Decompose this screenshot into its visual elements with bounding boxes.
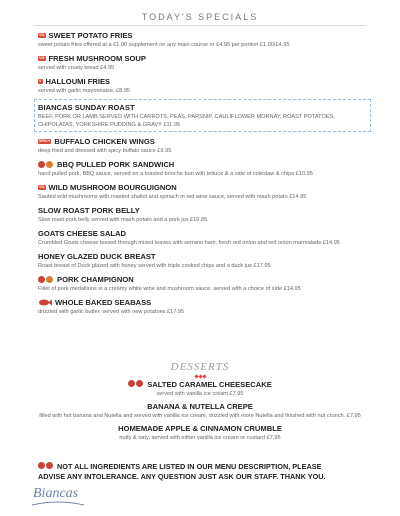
menu-item	[38, 297, 368, 316]
specials-list	[38, 30, 368, 320]
menu-item-description: Slow roast pork belly served with mash potato and a pork jus £16.95	[38, 217, 208, 223]
dessert-item	[34, 401, 366, 420]
menu-item-name: PORK CHAMPIGNON	[57, 275, 134, 284]
dessert-item-name: SALTED CARAMEL CHEESECAKE	[147, 380, 272, 389]
menu-item	[38, 53, 368, 72]
menu-item-name: HONEY GLAZED DUCK BREAST	[38, 252, 156, 261]
dessert-item-name: HOMEMADE APPLE & CINNAMON CRUMBLE	[118, 424, 282, 433]
menu-item-name: BUFFALO CHICKEN WINGS	[54, 137, 155, 146]
dessert-item-title	[34, 401, 366, 412]
menu-item-title	[38, 53, 368, 64]
menu-item-title	[38, 159, 368, 170]
desserts-heading: DESSERTS	[170, 361, 230, 373]
menu-item	[38, 182, 368, 201]
menu-item-title	[38, 251, 368, 262]
menu-item-title	[38, 182, 368, 193]
menu-item-name: BIANCAS SUNDAY ROAST	[38, 103, 135, 112]
menu-item	[38, 30, 368, 49]
menu-item-name: SWEET POTATO FRIES	[48, 31, 133, 40]
allergen-icon	[38, 276, 54, 283]
menu-item-name: WHOLE BAKED SEABASS	[55, 298, 152, 307]
menu-item-description: Roast breast of Duck glazed with honey served with triple cooked chips and a duck jus £17.95	[38, 263, 271, 269]
menu-item-description: served with crusty bread £4.95	[38, 65, 115, 71]
menu-item-description: BEEF, PORK OR LAMB SERVED WITH CARROTS, PEAS, PARSNIP, CAULIFLOWER MORNAY, ROAST POTATOES, CHIPOLATAS, YORKSHIRE PUDDING & GRAVY £11.95	[38, 114, 335, 128]
menu-item	[38, 76, 368, 95]
fish-icon	[38, 299, 52, 306]
page-title: TODAY'S SPECIALS	[141, 12, 259, 22]
allergen-notice-text: NOT ALL INGREDIENTS ARE LISTED IN OUR MENU DESCRIPTION, PLEASE ADVISE ANY INTOLERANCE. ANY QUESTION JUST ASK OUR STAFF. THANK YOU.	[38, 462, 326, 481]
menu-item-description: served with garlic mayonnaise. £8.95	[38, 88, 131, 94]
menu-item	[38, 228, 368, 247]
dessert-item-title	[34, 423, 366, 434]
vegan-icon: VG	[39, 56, 45, 60]
menu-item-title	[38, 297, 368, 308]
menu-item-description: Sautéd wild mushrooms with roasted shallot and spinach in red wine sauce, served with mash potato £14.95	[38, 194, 307, 200]
vegan-icon: VG	[39, 33, 45, 37]
menu-item-description: Crumbled Goats cheese tossed through mixed leaves with serrano ham, fresh red onion and red onion marmalade £14.95	[38, 240, 340, 246]
menu-item-name: BBQ PULLED PORK SANDWICH	[57, 160, 175, 169]
menu-item-name: FRESH MUSHROOM SOUP	[48, 54, 146, 63]
vegan-icon: V	[39, 79, 42, 83]
biancas-logo: Biancas	[33, 486, 79, 501]
allergen-notice	[38, 462, 338, 482]
dessert-item-title	[34, 379, 366, 390]
title-divider	[34, 25, 366, 26]
menu-item-description: sweet potato fries offered at a £1.00 supplement on any main course or £4.95 per portion £1.00/£4.95	[38, 42, 290, 48]
menu-item	[38, 274, 368, 293]
dessert-item-description: filled with hot banana and Nutella and served with vanilla ice cream, drizzled with more Nutella and finished with nut crunch. £7.95	[39, 413, 361, 419]
allergen-icon	[38, 462, 54, 469]
logo-swoosh-icon	[30, 500, 86, 508]
allergen-icon	[38, 161, 54, 168]
menu-item	[38, 136, 368, 155]
menu-item-title	[38, 205, 368, 216]
menu-item-name: HALLOUMI FRIES	[45, 77, 111, 86]
menu-item	[34, 99, 371, 132]
menu-item-name: SLOW ROAST PORK BELLY	[38, 206, 140, 215]
menu-item-title	[38, 274, 368, 285]
dessert-item	[34, 423, 366, 442]
menu-item-title	[38, 76, 368, 87]
vegan-icon: VG	[39, 185, 45, 189]
menu-item-title	[38, 102, 367, 113]
dessert-item-description: nutty & oaty, served with either vanilla ice cream or custard £7.95	[119, 435, 281, 441]
menu-item	[38, 159, 368, 178]
spicy-icon: SPICY	[39, 139, 51, 143]
menu-item-description: deep fried and dressed with spicy buffalo sauce £9.95	[38, 148, 172, 154]
menu-item-description: hand pulled pork, BBQ sauce, served on a toasted brioche bun with lettuce & a side of coleslaw & chips £10.95	[38, 171, 313, 177]
dessert-item-description: served with vanilla ice cream £7.95	[156, 391, 244, 397]
allergen-icon	[128, 380, 144, 387]
dessert-item-name: BANANA & NUTELLA CREPE	[147, 402, 253, 411]
menu-item-name: WILD MUSHROOM BOURGUIGNON	[48, 183, 177, 192]
menu-item-title	[38, 30, 368, 41]
menu-item-description: Fillet of pork medallions in a creamy white wine and mushroom sauce, served with a choice of side £14.95	[38, 286, 301, 292]
menu-item-title	[38, 136, 368, 147]
menu-item	[38, 205, 368, 224]
menu-item-description: drizzled with garlic butter, served with new potatoes £17.95	[38, 309, 185, 315]
dessert-item	[34, 379, 366, 398]
desserts-list	[34, 379, 366, 445]
menu-item-title	[38, 228, 368, 239]
menu-item	[38, 251, 368, 270]
menu-item-name: GOATS CHEESE SALAD	[38, 229, 127, 238]
